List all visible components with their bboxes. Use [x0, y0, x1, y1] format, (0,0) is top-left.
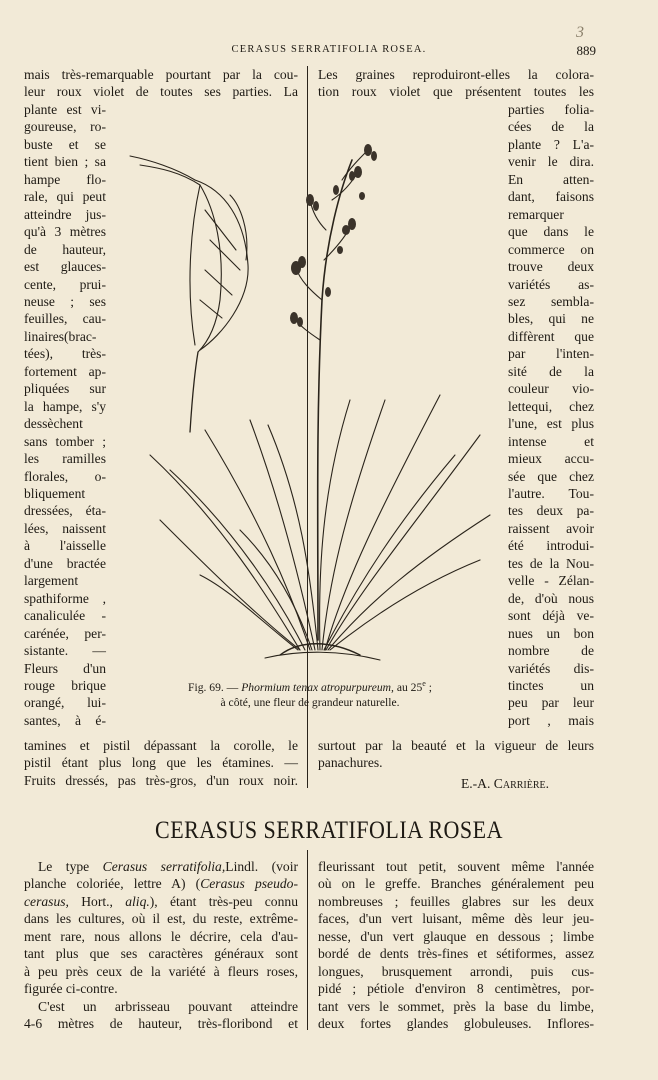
text-line: Fleurs d'un [24, 660, 106, 676]
text-line: rale, qui peut [24, 189, 106, 205]
text-line: tamines et pistil dépassant la corolle, le [24, 738, 298, 753]
text-line: linaires(brac- [24, 328, 97, 344]
text-line: orangé, lui- [24, 695, 106, 711]
text-line: l'autre. Tou- [508, 485, 594, 501]
text-line: sistante. — [24, 643, 106, 659]
text-line: fleurissant tout petit, souvent même l'année [318, 859, 594, 874]
text-line: la hampe, s'y [24, 398, 106, 414]
text-line: bliquement [24, 485, 86, 501]
article-left-column [24, 858, 298, 1033]
text-line: fortement ap- [24, 363, 106, 379]
caption-line-2: à côté, une fleur de grandeur naturelle. [220, 696, 400, 710]
article-line: tant plus que ses caractères généraux sont [24, 946, 298, 962]
text-line: pliquées sur [24, 381, 106, 397]
text-line: qu'à 3 mètres [24, 224, 106, 240]
caption-sup: e [422, 679, 426, 688]
text-line: En atten- [508, 171, 594, 187]
text-line: lettequi, chez [508, 398, 594, 414]
article-line: planche coloriée, lettre A) (Cerasus pseudo- [24, 876, 298, 892]
article-line: figurée ci-contre. [24, 981, 118, 997]
text-line: par l'inten- [508, 346, 594, 362]
text-line: tes de la Nou- [508, 555, 594, 571]
caption-scale: au 25 [393, 680, 423, 694]
text-line: Les graines reproduiront-elles la colora- [318, 67, 594, 82]
text-line: hampe flo- [24, 171, 106, 187]
page-number: 889 [576, 43, 596, 58]
caption-prefix: Fig. 69. — [188, 680, 242, 694]
text-line: parties folia- [508, 102, 594, 117]
text-line: sans tomber ; [24, 433, 106, 449]
text-line: lées, naissent [24, 520, 106, 536]
text-line: cente, prui- [24, 276, 106, 292]
text-line: de hauteur, [24, 241, 106, 257]
text-line: tion roux violet que présentent toutes les [318, 84, 594, 100]
article-line: ment rare, nous allons le décrire, cela d'au- [24, 928, 298, 944]
text-line: rouge brique [24, 677, 106, 693]
text-line: couleur vio- [508, 381, 594, 397]
text-line: neuse ; ses [24, 293, 106, 309]
text-line: port , mais [508, 712, 594, 728]
text-line: spathiforme , [24, 590, 106, 606]
text-line: velle - Zélan- [508, 573, 594, 589]
text-line: l'une, est plus [508, 416, 594, 432]
text-line: trouve deux [508, 259, 594, 275]
article-title: CERASUS SERRATIFOLIA ROSEA [155, 815, 503, 844]
text-line: bordé de dents très-fines et sétiformes, assez [318, 946, 594, 962]
text-line: tes deux pa- [508, 503, 594, 519]
text-line: panachures. [318, 755, 383, 771]
article-line: Le type Cerasus serratifolia,Lindl. (voir [38, 859, 298, 874]
text-line: les ramilles [24, 451, 106, 467]
text-line: peu par leur [508, 695, 594, 711]
text-line: que dans le [508, 224, 594, 240]
article-line: cerasus, Hort., aliq.), étant très-peu connu [24, 893, 298, 909]
page-corner-mark: 3 [576, 24, 584, 41]
text-line: Fruits dressés, pas très-gros, d'un roux noir. [24, 772, 298, 788]
text-line: de, d'où nous [508, 590, 594, 606]
text-line: surtout par la beauté et la vigueur de leurs [318, 738, 594, 753]
text-line: buste et se [24, 136, 106, 152]
text-line: dressées, éta- [24, 503, 106, 519]
text-line: longues, brusquement arrondi, puis cus- [318, 963, 594, 979]
text-line: est glauces- [24, 259, 106, 275]
text-line: sée que chez [508, 468, 594, 484]
text-line: tant vers le sommet, près la base du limbe, [318, 998, 594, 1014]
text-line: florales, o- [24, 468, 106, 484]
text-line: remarquer [508, 206, 564, 222]
text-line: goureuse, ro- [24, 119, 106, 135]
text-line: pidé ; pétiole d'environ 8 centimètres, por- [318, 981, 594, 997]
text-line: nombre de [508, 643, 594, 659]
caption-species: Phormium tenax atropurpureum, [241, 680, 394, 694]
text-line: nesse, d'un vert glauque en dessous ; limbe [318, 928, 594, 944]
text-line: diffèrent que [508, 328, 594, 344]
text-line: plante est vi- [24, 102, 106, 117]
text-line: variétés dis- [508, 660, 594, 676]
text-line: où on le greffe. Branches généralement peu [318, 876, 594, 892]
text-line: commerce on [508, 241, 594, 257]
article-line: à peu près ceux de la variété à fleurs roses, [24, 963, 298, 979]
text-line: tient bien ; sa [24, 154, 106, 170]
text-line: d'une bractée [24, 555, 106, 571]
text-line: nues un bon [508, 625, 594, 641]
text-line: largement [24, 573, 79, 589]
text-line: mais très-remarquable pourtant par la cou- [24, 67, 298, 82]
text-line: faces, d'un vert luisant, même dès leur jeu- [318, 911, 594, 927]
text-line: mieux accu- [508, 451, 594, 467]
running-head: CERASUS SERRATIFOLIA ROSEA. [231, 44, 427, 55]
author-signature: E.-A. Carrière. [460, 776, 550, 791]
text-line: intense et [508, 433, 594, 449]
text-line: plante ? L'a- [508, 136, 594, 152]
text-line: à l'aisselle [24, 538, 106, 554]
text-line: dant, faisons [508, 189, 594, 205]
text-line: dessèchent [24, 416, 83, 432]
text-line: deux fortes glandes globuleuses. Inflores- [318, 1016, 594, 1032]
text-line: atteindre jus- [24, 206, 106, 222]
text-line: pistil étant plus long que les étamines. — [24, 755, 298, 771]
text-line: raissent avoir [508, 520, 594, 536]
text-line: canaliculée - [24, 608, 106, 624]
caption-end: ; [425, 680, 432, 694]
text-line: leur roux violet de toutes ses parties. La [24, 84, 298, 100]
text-line: carénée, per- [24, 625, 106, 641]
text-line: santes, à é- [24, 712, 106, 728]
article-right-column [318, 858, 594, 1033]
article-line: dans les cultures, où il est, du reste, extrême- [24, 911, 298, 927]
text-line: venir le dira. [508, 154, 594, 170]
text-line: cées de la [508, 119, 594, 135]
text-line: tinctes un [508, 677, 594, 693]
text-line: tées), très- [24, 346, 106, 362]
text-line: sité de la [508, 363, 594, 379]
text-line: sont déjà ve- [508, 608, 594, 624]
text-line: été introdui- [508, 538, 594, 554]
text-line: variétés as- [508, 276, 594, 292]
text-line: sez sembla- [508, 293, 594, 309]
text-line: nombreuses ; feuilles glabres sur les deux [318, 893, 594, 909]
text-line: bles, qui ne [508, 311, 594, 327]
article-line: C'est un arbrisseau pouvant atteindre [38, 998, 298, 1014]
text-line: feuilles, cau- [24, 311, 106, 327]
figure-caption [150, 676, 470, 711]
article-line: 4-6 mètres de hauteur, très-floribond et [24, 1016, 298, 1032]
